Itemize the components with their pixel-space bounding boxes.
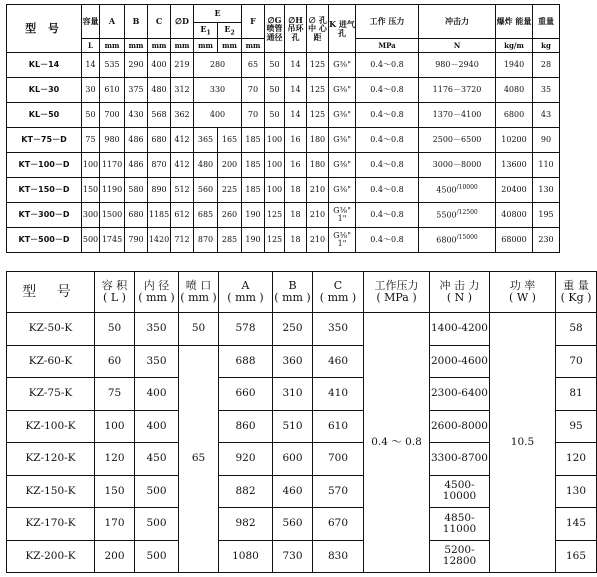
table-row — [7, 178, 560, 203]
t1-header-model: 型 号 — [7, 5, 82, 53]
cell-model: KT－150－D — [7, 178, 82, 203]
cell-a: 920 — [219, 443, 273, 476]
t1-header-a: A — [100, 5, 125, 39]
cell-h-ring: 14 — [285, 78, 307, 103]
cell-d: 512 — [171, 178, 194, 203]
cell-g-bore: 100 — [265, 153, 285, 178]
cell-capacity: 30 — [82, 78, 100, 103]
impact-value: 1176－3720 — [432, 84, 482, 94]
cell-a: 882 — [219, 475, 273, 508]
table-row — [7, 153, 560, 178]
cell-impact — [419, 228, 496, 253]
cell-e1: 480 — [194, 153, 218, 178]
cell-b: 375 — [125, 78, 148, 103]
cell-volume: 200 — [95, 540, 135, 573]
cell-e2: 225 — [218, 178, 242, 203]
t1-unit-e2: mm — [218, 39, 242, 53]
cell-impact — [419, 153, 496, 178]
cell-a: 700 — [100, 103, 125, 128]
cell-volume: 100 — [95, 410, 135, 443]
cell-g-bore: 50 — [265, 103, 285, 128]
cell-e1: 870 — [194, 228, 218, 253]
cell-capacity: 500 — [82, 228, 100, 253]
cell-model: KZ-170-K — [7, 508, 95, 541]
cell-model: KT－100－D — [7, 153, 82, 178]
cell-pressure: 0.4～0.8 — [356, 178, 419, 203]
cell-hole-center: 125 — [307, 103, 329, 128]
cell-h-ring: 18 — [285, 178, 307, 203]
t1-header-b: B — [125, 5, 148, 39]
cell-model: KT－300－D — [7, 203, 82, 228]
cell-volume: 150 — [95, 475, 135, 508]
cell-volume: 120 — [95, 443, 135, 476]
cell-g-bore: 125 — [265, 228, 285, 253]
cell-nozzle: 50 — [179, 313, 219, 346]
cell-h-ring: 16 — [285, 153, 307, 178]
impact-value: 1370－4100 — [432, 109, 482, 119]
cell-pressure: 0.4～0.8 — [356, 103, 419, 128]
impact-upper-value: /12500 — [456, 208, 478, 216]
cell-e1: 685 — [194, 203, 218, 228]
cell-impact — [419, 128, 496, 153]
cell-a: 1190 — [100, 178, 125, 203]
t1-unit-a: mm — [100, 39, 125, 53]
cell-e1: 365 — [194, 128, 218, 153]
cell-a: 1500 — [100, 203, 125, 228]
cell-c: 830 — [313, 540, 364, 573]
cell-blast: 20400 — [496, 178, 533, 203]
cell-weight: 110 — [533, 153, 560, 178]
t1-header-hole-center: ∅ 孔中 心距 — [307, 5, 329, 53]
cell-b: 600 — [273, 443, 313, 476]
cell-c: 568 — [148, 103, 171, 128]
cell-h-ring: 18 — [285, 203, 307, 228]
t1-unit-e1: mm — [194, 39, 218, 53]
cell-capacity: 50 — [82, 103, 100, 128]
cell-impact: 2600-8000 — [430, 410, 490, 443]
t2-header-impact: 冲 击 力 ( N ) — [430, 272, 490, 313]
cell-f: 190 — [242, 228, 265, 253]
cell-c: 890 — [148, 178, 171, 203]
cell-volume: 50 — [95, 313, 135, 346]
cell-f: 190 — [242, 203, 265, 228]
cell-hole-center: 210 — [307, 178, 329, 203]
cell-weight: 95 — [556, 410, 597, 443]
cell-d: 712 — [171, 228, 194, 253]
cell-k-inlet: G⅜" — [329, 128, 356, 153]
spec-table-kl-kt — [6, 4, 560, 253]
cell-blast: 13600 — [496, 153, 533, 178]
cell-e: 330 — [194, 78, 242, 103]
cell-hole-center: 180 — [307, 128, 329, 153]
cell-impact — [419, 53, 496, 78]
cell-weight: 230 — [533, 228, 560, 253]
cell-e2: 165 — [218, 128, 242, 153]
cell-weight: 165 — [556, 540, 597, 573]
t2-header-b: B ( mm ) — [273, 272, 313, 313]
cell-d: 362 — [171, 103, 194, 128]
t1-header-e2: $E_2$ — [218, 23, 242, 39]
cell-nozzle-merged: 65 — [179, 345, 219, 573]
cell-b: 360 — [273, 345, 313, 378]
cell-model: KL－14 — [7, 53, 82, 78]
cell-f: 185 — [242, 128, 265, 153]
t1-header-g-bore: ∅G 喷管 通径 — [265, 5, 285, 53]
cell-c: 570 — [313, 475, 364, 508]
t1-unit-c: mm — [148, 39, 171, 53]
cell-c: 610 — [313, 410, 364, 443]
cell-d: 612 — [171, 203, 194, 228]
cell-b: 486 — [125, 128, 148, 153]
cell-f: 185 — [242, 178, 265, 203]
cell-a: 578 — [219, 313, 273, 346]
cell-c: 460 — [313, 345, 364, 378]
cell-c: 1420 — [148, 228, 171, 253]
table-row — [7, 228, 560, 253]
t1-unit-blast: kg/m — [496, 39, 533, 53]
t1-unit-d: mm — [171, 39, 194, 53]
cell-c: 870 — [148, 153, 171, 178]
cell-b: 790 — [125, 228, 148, 253]
cell-capacity: 14 — [82, 53, 100, 78]
cell-e2: 285 — [218, 228, 242, 253]
cell-capacity: 75 — [82, 128, 100, 153]
cell-a: 1745 — [100, 228, 125, 253]
cell-g-bore: 125 — [265, 203, 285, 228]
cell-b: 730 — [273, 540, 313, 573]
t1-header-d: ∅D — [171, 5, 194, 39]
cell-inner-dia: 350 — [135, 313, 179, 346]
cell-pressure-merged: 0.4 ～ 0.8 — [364, 313, 430, 573]
table-row — [7, 78, 560, 103]
impact-value: 5500 — [436, 210, 457, 220]
cell-weight: 145 — [556, 508, 597, 541]
t2-header-a: A ( mm ) — [219, 272, 273, 313]
cell-inner-dia: 400 — [135, 410, 179, 443]
cell-b: 310 — [273, 378, 313, 411]
cell-impact: 4500-10000 — [430, 475, 490, 508]
cell-impact — [419, 203, 496, 228]
cell-volume: 75 — [95, 378, 135, 411]
impact-value: 2500－6500 — [432, 134, 482, 144]
cell-h-ring: 16 — [285, 128, 307, 153]
table-row — [7, 203, 560, 228]
t1-header-capacity: 容量 — [82, 5, 100, 39]
cell-impact: 2300-6400 — [430, 378, 490, 411]
t2-header-volume: 容 积 ( L ) — [95, 272, 135, 313]
impact-upper-value: /10000 — [456, 183, 478, 191]
cell-b: 430 — [125, 103, 148, 128]
cell-inner-dia: 500 — [135, 475, 179, 508]
cell-model: KZ-200-K — [7, 540, 95, 573]
impact-value: 980－2940 — [435, 59, 479, 69]
cell-a: 1080 — [219, 540, 273, 573]
cell-b: 680 — [125, 203, 148, 228]
cell-c: 1185 — [148, 203, 171, 228]
cell-e1: 560 — [194, 178, 218, 203]
cell-power-merged: 10.5 — [490, 313, 556, 573]
cell-blast: 40800 — [496, 203, 533, 228]
cell-pressure: 0.4～0.8 — [356, 228, 419, 253]
cell-e2: 200 — [218, 153, 242, 178]
cell-b: 580 — [125, 178, 148, 203]
cell-k-inlet: G⅜" — [329, 178, 356, 203]
spec-table-kz — [6, 271, 597, 573]
t1-header-h-ring: ∅H 吊环 孔 — [285, 5, 307, 53]
t1-header-weight: 重量 — [533, 5, 560, 39]
cell-weight: 43 — [533, 103, 560, 128]
cell-model: KZ-75-K — [7, 378, 95, 411]
cell-c: 680 — [148, 128, 171, 153]
cell-inner-dia: 400 — [135, 378, 179, 411]
cell-blast: 4080 — [496, 78, 533, 103]
cell-weight: 28 — [533, 53, 560, 78]
cell-volume: 60 — [95, 345, 135, 378]
cell-b: 486 — [125, 153, 148, 178]
t1-header-f: F — [242, 5, 265, 39]
cell-capacity: 150 — [82, 178, 100, 203]
cell-g-bore: 100 — [265, 178, 285, 203]
cell-blast: 1940 — [496, 53, 533, 78]
cell-model: KZ-100-K — [7, 410, 95, 443]
t1-header-impact: 冲击力 — [419, 5, 496, 39]
t1-header-blast: 爆炸 能量 — [496, 5, 533, 39]
cell-h-ring: 18 — [285, 228, 307, 253]
cell-inner-dia: 500 — [135, 540, 179, 573]
cell-pressure: 0.4～0.8 — [356, 203, 419, 228]
cell-a: 660 — [219, 378, 273, 411]
cell-e2: 260 — [218, 203, 242, 228]
t2-header-power: 功 率 ( W ) — [490, 272, 556, 313]
cell-k-inlet: G⅜" 1" — [329, 228, 356, 253]
cell-impact: 2000-4600 — [430, 345, 490, 378]
cell-k-inlet: G⅜" 1" — [329, 203, 356, 228]
cell-b: 290 — [125, 53, 148, 78]
t1-unit-pressure: MPa — [356, 39, 419, 53]
table-row — [7, 128, 560, 153]
cell-model: KL－50 — [7, 103, 82, 128]
cell-model: KT－500－D — [7, 228, 82, 253]
cell-model: KZ-50-K — [7, 313, 95, 346]
cell-weight: 70 — [556, 345, 597, 378]
cell-capacity: 100 — [82, 153, 100, 178]
table-row — [7, 313, 597, 346]
cell-impact — [419, 78, 496, 103]
t1-header-c: C — [148, 5, 171, 39]
cell-c: 700 — [313, 443, 364, 476]
cell-capacity: 300 — [82, 203, 100, 228]
cell-g-bore: 50 — [265, 78, 285, 103]
cell-weight: 58 — [556, 313, 597, 346]
cell-hole-center: 125 — [307, 53, 329, 78]
cell-hole-center: 210 — [307, 228, 329, 253]
t1-unit-impact: N — [419, 39, 496, 53]
cell-b: 460 — [273, 475, 313, 508]
cell-g-bore: 50 — [265, 53, 285, 78]
cell-pressure: 0.4～0.8 — [356, 128, 419, 153]
cell-d: 412 — [171, 128, 194, 153]
cell-hole-center: 210 — [307, 203, 329, 228]
cell-b: 510 — [273, 410, 313, 443]
cell-a: 860 — [219, 410, 273, 443]
cell-d: 219 — [171, 53, 194, 78]
cell-c: 670 — [313, 508, 364, 541]
cell-impact: 4850-11000 — [430, 508, 490, 541]
cell-hole-center: 125 — [307, 78, 329, 103]
cell-pressure: 0.4～0.8 — [356, 153, 419, 178]
cell-c: 350 — [313, 313, 364, 346]
cell-weight: 195 — [533, 203, 560, 228]
impact-value: 6800 — [436, 235, 457, 245]
cell-f: 65 — [242, 53, 265, 78]
t1-header-pressure: 工作 压力 — [356, 5, 419, 39]
t1-unit-b: mm — [125, 39, 148, 53]
cell-weight: 120 — [556, 443, 597, 476]
cell-k-inlet: G⅜" — [329, 153, 356, 178]
t1-header-k-inlet: K 进气 孔 — [329, 5, 356, 53]
impact-upper-value: /15000 — [456, 233, 478, 241]
cell-f: 70 — [242, 103, 265, 128]
cell-pressure: 0.4～0.8 — [356, 78, 419, 103]
cell-k-inlet: G⅜" — [329, 103, 356, 128]
cell-hole-center: 180 — [307, 153, 329, 178]
cell-a: 1170 — [100, 153, 125, 178]
cell-k-inlet: G⅜" — [329, 78, 356, 103]
cell-model: KZ-120-K — [7, 443, 95, 476]
cell-b: 560 — [273, 508, 313, 541]
cell-a: 980 — [100, 128, 125, 153]
cell-model: KZ-60-K — [7, 345, 95, 378]
cell-impact: 5200-12800 — [430, 540, 490, 573]
cell-b: 250 — [273, 313, 313, 346]
cell-a: 982 — [219, 508, 273, 541]
cell-e: 280 — [194, 53, 242, 78]
cell-k-inlet: G⅜" — [329, 53, 356, 78]
cell-e: 400 — [194, 103, 242, 128]
t1-header-e1: $E_1$ — [194, 23, 218, 39]
table-row — [7, 103, 560, 128]
table-row — [7, 53, 560, 78]
t2-header-model: 型 号 — [7, 272, 95, 313]
cell-blast: 10200 — [496, 128, 533, 153]
cell-weight: 35 — [533, 78, 560, 103]
cell-d: 412 — [171, 153, 194, 178]
t2-header-c: C ( mm ) — [313, 272, 364, 313]
cell-impact — [419, 178, 496, 203]
cell-inner-dia: 450 — [135, 443, 179, 476]
cell-c: 400 — [148, 53, 171, 78]
cell-impact — [419, 103, 496, 128]
cell-c: 410 — [313, 378, 364, 411]
cell-weight: 130 — [533, 178, 560, 203]
impact-value: 4500 — [436, 185, 457, 195]
cell-volume: 170 — [95, 508, 135, 541]
t1-unit-f: mm — [242, 39, 265, 53]
cell-impact: 1400-4200 — [430, 313, 490, 346]
t2-header-nozzle: 喷 口 ( mm ) — [179, 272, 219, 313]
cell-weight: 130 — [556, 475, 597, 508]
impact-value: 3000－8000 — [432, 159, 482, 169]
cell-blast: 6800 — [496, 103, 533, 128]
cell-h-ring: 14 — [285, 103, 307, 128]
cell-model: KT－75－D — [7, 128, 82, 153]
cell-impact: 3300-8700 — [430, 443, 490, 476]
cell-pressure: 0.4～0.8 — [356, 53, 419, 78]
t2-header-inner-dia: 内 径 ( mm ) — [135, 272, 179, 313]
cell-a: 688 — [219, 345, 273, 378]
cell-h-ring: 14 — [285, 53, 307, 78]
cell-blast: 68000 — [496, 228, 533, 253]
t1-unit-weight: kg — [533, 39, 560, 53]
cell-a: 535 — [100, 53, 125, 78]
cell-f: 70 — [242, 78, 265, 103]
cell-f: 185 — [242, 153, 265, 178]
cell-c: 480 — [148, 78, 171, 103]
cell-model: KL－30 — [7, 78, 82, 103]
cell-inner-dia: 500 — [135, 508, 179, 541]
t2-header-weight: 重 量 ( Kg ) — [556, 272, 597, 313]
cell-weight: 90 — [533, 128, 560, 153]
t1-header-e: E — [194, 5, 242, 23]
cell-d: 312 — [171, 78, 194, 103]
cell-a: 610 — [100, 78, 125, 103]
t1-unit-capacity: L — [82, 39, 100, 53]
cell-g-bore: 100 — [265, 128, 285, 153]
cell-weight: 81 — [556, 378, 597, 411]
t2-header-pressure: 工作压力 ( MPa ) — [364, 272, 430, 313]
cell-inner-dia: 350 — [135, 345, 179, 378]
cell-model: KZ-150-K — [7, 475, 95, 508]
